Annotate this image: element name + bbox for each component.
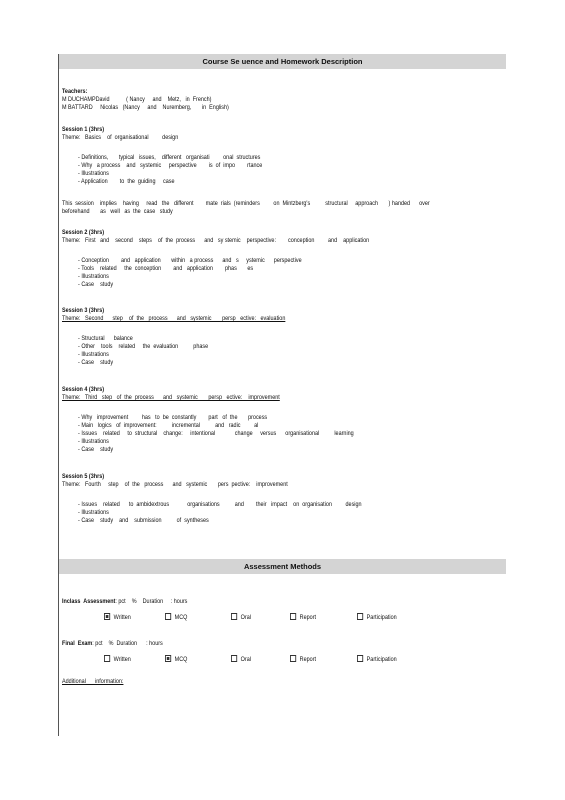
session-1-note: beforehand as well as the case study xyxy=(62,208,173,215)
inclass-row xyxy=(62,598,187,606)
session-3-bullet: - Case study xyxy=(78,359,114,366)
session-4-bullet: - Issues related to structural change: intentional change versus organisational learning xyxy=(78,430,354,437)
inclass-participation-checkbox[interactable] xyxy=(357,613,363,620)
final-written-checkbox[interactable] xyxy=(104,655,110,662)
session-3-theme: Theme: Second step of the process and systemic persp ective: evaluation xyxy=(62,315,286,322)
final-mcq-option[interactable] xyxy=(165,656,187,664)
session-1-bullet: - Why a process and systemic perspective is of impo rtance xyxy=(78,162,263,169)
inclass-report-checkbox[interactable] xyxy=(290,613,296,620)
session-4-title: Session 4 (3hrs) xyxy=(62,386,105,393)
final-oral-checkbox[interactable] xyxy=(231,655,237,662)
option-label: Participation xyxy=(366,656,397,664)
session-4-bullet: - Why improvement has to be constantly part of the process xyxy=(78,414,268,421)
session-2-bullet: - Case study xyxy=(78,281,114,288)
option-label: Written xyxy=(113,614,131,622)
session-2-bullet: - Tools related the conception and application phas es xyxy=(78,265,254,272)
session-4-bullet: - Illustrations xyxy=(78,438,109,445)
final-report-option[interactable] xyxy=(290,656,316,664)
final-exam-label: Final Exam xyxy=(62,640,93,647)
teachers-label: Teachers: xyxy=(62,88,88,95)
inclass-written-checkbox[interactable] xyxy=(104,613,110,620)
inclass-mcq-checkbox[interactable] xyxy=(165,613,171,620)
option-label: Oral xyxy=(240,614,251,622)
teacher-1: M DUCHAMPDavid ( Nancy and Metz, in French) xyxy=(62,96,212,103)
additional-information-label: Additional information: xyxy=(62,678,124,685)
final-report-checkbox[interactable] xyxy=(290,655,296,662)
final-exam-row xyxy=(62,640,163,648)
session-3-bullet: - Structural balance xyxy=(78,335,133,342)
final-written-option[interactable] xyxy=(104,656,131,664)
session-4-theme: Theme: Third step of the process and systemic persp ective: improvement xyxy=(62,394,280,401)
session-5-theme: Theme: Fourth step of the process and systemic pers pective: improvement xyxy=(62,481,288,488)
session-3-bullet: - Other tools related the evaluation phase xyxy=(78,343,209,350)
inclass-oral-option[interactable] xyxy=(231,614,251,622)
session-5-title: Session 5 (3hrs) xyxy=(62,473,105,480)
option-label: MCQ xyxy=(174,614,188,622)
session-5-bullet: - Issues related to ambidextrous organisations and their impact on organisation design xyxy=(78,501,362,508)
final-exam-info: : pct % Duration : hours xyxy=(92,640,163,647)
session-5-bullet: - Illustrations xyxy=(78,509,109,516)
final-mcq-checkbox[interactable] xyxy=(165,655,171,662)
final-participation-option[interactable] xyxy=(357,656,397,664)
session-1-note: This session implies having read the different mate rials (reminders on Mintzberg's structural approach ) handed over xyxy=(62,200,430,207)
inclass-label: Inclass Assessment xyxy=(62,598,116,605)
session-1-title: Session 1 (3hrs) xyxy=(62,126,105,133)
final-oral-option[interactable] xyxy=(231,656,251,664)
session-4-bullet: - Main logics of improvement: incremental and radic al xyxy=(78,422,259,429)
session-3-title: Session 3 (3hrs) xyxy=(62,307,105,314)
session-2-bullet: - Conception and application within a process and s ystemic perspective xyxy=(78,257,302,264)
inclass-mcq-option[interactable] xyxy=(165,614,187,622)
session-1-theme: Theme: Basics of organisational design xyxy=(62,134,179,141)
session-2-theme: Theme: First and second steps of the process and sy stemic perspective: conception and application xyxy=(62,237,370,244)
inclass-report-option[interactable] xyxy=(290,614,316,622)
session-1-bullet: - Definitions, typical issues, different organisati onal structures xyxy=(78,154,261,161)
session-2-bullet: - Illustrations xyxy=(78,273,109,280)
session-4-bullet: - Case study xyxy=(78,446,114,453)
left-margin-line xyxy=(58,54,59,736)
option-label: Participation xyxy=(366,614,397,622)
session-2-title: Session 2 (3hrs) xyxy=(62,229,105,236)
inclass-oral-checkbox[interactable] xyxy=(231,613,237,620)
course-sequence-header: Course Se uence and Homework Description xyxy=(59,54,506,69)
session-3-bullet: - Illustrations xyxy=(78,351,109,358)
assessment-methods-header: Assessment Methods xyxy=(59,559,506,574)
inclass-participation-option[interactable] xyxy=(357,614,397,622)
teacher-2: M BATTARD Nicolas (Nancy and Nuremberg, in English) xyxy=(62,104,229,111)
session-5-bullet: - Case study and submission of syntheses xyxy=(78,517,209,524)
inclass-info: : pct % Duration : hours xyxy=(115,598,188,605)
final-participation-checkbox[interactable] xyxy=(357,655,363,662)
option-label: MCQ xyxy=(174,656,188,664)
option-label: Report xyxy=(299,614,317,622)
option-label: Written xyxy=(113,656,131,664)
option-label: Oral xyxy=(240,656,251,664)
option-label: Report xyxy=(299,656,317,664)
inclass-written-option[interactable] xyxy=(104,614,131,622)
session-1-bullet: - Illustrations xyxy=(78,170,109,177)
session-1-bullet: - Application to the guiding case xyxy=(78,178,175,185)
